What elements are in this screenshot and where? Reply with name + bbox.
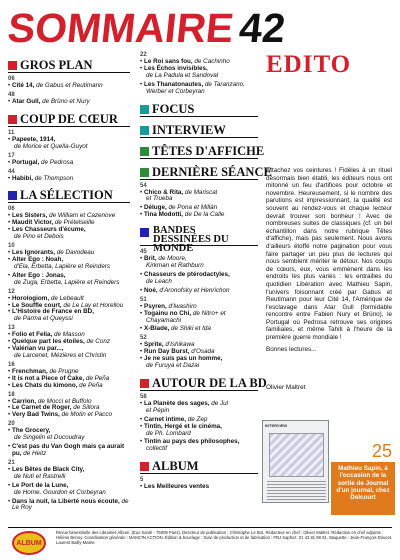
section-header bbox=[140, 101, 258, 117]
item-title: Togainu no Chi, bbox=[144, 309, 192, 317]
section-marker bbox=[140, 228, 149, 237]
toc-item bbox=[140, 272, 258, 279]
page-number: 06 bbox=[8, 76, 15, 82]
item-authors: de Cachinho bbox=[192, 58, 230, 65]
toc-item bbox=[8, 467, 130, 474]
album-logo bbox=[12, 531, 46, 555]
section-header bbox=[140, 458, 258, 474]
item-title: Chasseurs de ptérodactyles, bbox=[144, 270, 230, 278]
section-marker bbox=[140, 126, 149, 135]
toc-item bbox=[140, 82, 258, 89]
toc-entry bbox=[8, 289, 130, 324]
section-title: AUTOUR DE LA BD bbox=[152, 375, 267, 390]
item-authors-line: de Furuya et Dazai bbox=[146, 362, 200, 370]
toc-item bbox=[140, 190, 258, 197]
section-header bbox=[140, 143, 265, 159]
section-marker bbox=[8, 115, 17, 124]
item-title: Tintin au pays des philosophes, bbox=[144, 438, 240, 446]
item-title: Frenchman, bbox=[12, 367, 48, 375]
item-title: Le Port de la Lune, bbox=[12, 481, 69, 489]
toc-entry bbox=[8, 76, 130, 90]
toc-entry bbox=[140, 326, 258, 333]
section-title: DERNIÈRE SÉANCE bbox=[152, 164, 272, 179]
toc-item bbox=[140, 256, 258, 263]
item-authors-line: de Pino et Debois bbox=[14, 233, 64, 241]
item-authors: de Pona et Millán bbox=[166, 204, 218, 212]
item-title: Very Bad Twins, bbox=[12, 411, 60, 419]
section-title: BANDES DESSINÉES DU MONDE bbox=[153, 225, 229, 255]
page-number: 12 bbox=[8, 288, 15, 295]
toc-item bbox=[8, 383, 130, 390]
toc-item bbox=[8, 346, 130, 353]
item-authors: de Mariscal bbox=[183, 188, 218, 196]
page-number: 22 bbox=[140, 52, 147, 58]
item-title: Sprite, bbox=[144, 341, 164, 349]
item-title: Le Carnet de Roger, bbox=[12, 404, 72, 412]
section-header bbox=[140, 164, 272, 180]
item-authors: d'Aronofsky et Henrichon bbox=[157, 286, 230, 294]
toc-entry bbox=[140, 272, 258, 286]
item-title: Cité 14, bbox=[12, 82, 35, 89]
item-title: Je ne suis pas un homme, bbox=[144, 355, 223, 363]
toc-entry bbox=[140, 288, 258, 295]
toc-item bbox=[8, 273, 130, 280]
toc-item bbox=[140, 66, 258, 73]
item-authors: de Thompson bbox=[33, 174, 74, 182]
page-number: 45 bbox=[140, 249, 147, 256]
item-authors: de Zep bbox=[186, 415, 208, 423]
page-number: 10 bbox=[8, 243, 15, 250]
page-number: 16 bbox=[8, 361, 15, 368]
toc-entry bbox=[8, 243, 130, 271]
toc-item bbox=[140, 288, 258, 295]
item-authors-line: et Pépin bbox=[146, 406, 170, 414]
item-authors: de Peña bbox=[84, 374, 110, 382]
section-marker bbox=[140, 379, 149, 388]
toc-entry bbox=[140, 477, 258, 491]
item-authors: de Heitz bbox=[21, 450, 47, 457]
thumbnail-image bbox=[269, 433, 324, 477]
item-authors-line: Werber et Corbeyran bbox=[146, 87, 205, 95]
toc-item bbox=[140, 484, 258, 491]
section-marker bbox=[140, 462, 149, 471]
section-title: LA SÉLECTION bbox=[20, 188, 113, 203]
toc-entry bbox=[8, 273, 130, 287]
item-authors-line: d'Ela, Erbetta, Lapière et Reinders bbox=[14, 262, 111, 270]
toc-item bbox=[140, 439, 258, 446]
toc-item bbox=[8, 83, 130, 90]
page-number: 11 bbox=[8, 129, 15, 136]
item-title: Les Meilleures ventes bbox=[144, 483, 210, 491]
logo-text: ALBUM bbox=[16, 540, 42, 547]
page-number: 44 bbox=[8, 168, 15, 175]
toc-entry bbox=[140, 417, 258, 438]
item-title: Alter Ego : Noah, bbox=[12, 255, 64, 263]
toc-entry bbox=[8, 499, 130, 513]
item-authors: de William et Cazenove bbox=[47, 212, 116, 220]
item-authors-line: collectif bbox=[146, 445, 167, 453]
item-authors-line: de La Padula et Sandoval bbox=[146, 71, 219, 79]
item-title: Les Ignorants, bbox=[12, 249, 56, 257]
section-marker bbox=[140, 105, 149, 114]
item-authors-line: Kirkman et Rathburn bbox=[146, 262, 204, 270]
item-title: Papeete, 1914, bbox=[12, 135, 56, 143]
item-title: Les Bêtes de Black City, bbox=[12, 465, 85, 473]
item-authors: de Le Roy bbox=[12, 497, 129, 512]
page-number: 51 bbox=[140, 296, 147, 303]
item-authors: d'Iwashiro bbox=[166, 302, 197, 310]
toc-item bbox=[140, 424, 258, 431]
item-title: The Grocery, bbox=[12, 427, 51, 435]
section-title: TÊTES D'AFFICHE bbox=[152, 143, 265, 158]
item-title: La Planète des sages, bbox=[144, 399, 210, 407]
item-authors-line: de Nuti et Rastrelli bbox=[14, 472, 66, 480]
item-authors: de Sillora bbox=[71, 404, 100, 412]
item-authors: de Peña bbox=[77, 381, 103, 389]
item-title: Tintin, Hergé et le cinéma, bbox=[144, 422, 222, 430]
toc-entry bbox=[8, 92, 130, 106]
toc-item bbox=[8, 444, 130, 458]
item-title: Les Chats du kimono, bbox=[12, 381, 78, 389]
page-number: 58 bbox=[140, 393, 147, 400]
item-authors: de Motin et Pacco bbox=[59, 411, 112, 419]
page-number: 52 bbox=[140, 335, 147, 342]
item-title: Chico & Rita, bbox=[144, 188, 184, 196]
issue-number: 42 bbox=[237, 5, 288, 51]
page-number: 17 bbox=[8, 152, 15, 159]
item-authors: de Taranzano, bbox=[203, 80, 245, 88]
edito-paragraph: Bonnes lectures... bbox=[266, 345, 317, 353]
item-authors-line: de Home, Gourdon et Corbeyran bbox=[14, 488, 106, 496]
item-authors-line: Chayamachi bbox=[146, 316, 181, 324]
toc-item bbox=[8, 483, 130, 490]
item-authors: de Conz bbox=[84, 338, 110, 346]
page-number: 06 bbox=[8, 206, 15, 213]
item-title: Le Souffle court, bbox=[12, 301, 62, 309]
item-title: Portugal, bbox=[12, 158, 40, 166]
toc-entry bbox=[8, 460, 130, 481]
toc-entry bbox=[8, 153, 130, 167]
toc-entry bbox=[8, 421, 130, 442]
toc-item bbox=[8, 309, 130, 316]
item-authors: de Le Lay et Horellou bbox=[61, 301, 124, 309]
item-authors-line: de Singelin et Ducoudray bbox=[14, 434, 85, 442]
item-title: Valérian vu par..., bbox=[12, 345, 64, 353]
toc-item bbox=[8, 257, 130, 264]
toc-item bbox=[8, 160, 130, 167]
item-title: Carnet intime, bbox=[144, 415, 186, 423]
item-title: Atar Gull, bbox=[12, 97, 41, 105]
item-title: Habibi, bbox=[12, 174, 33, 182]
toc-item bbox=[140, 212, 258, 219]
thumbnail-text-block bbox=[267, 481, 326, 501]
edito-paragraph: Attachez vos ceintures ! Fidèles à un rituel désormais bien établi, les éditeurs nous ont mitonné un feu d'artifices pour octobre et novembre. Heureusement, si le nombre des parutions est impressionnant, la qualité est souvent au rendez-vous et chaque lecteur devrait trouver son bonheur ! Avec de nombreuses suites de classiques (cf. un bel échantillon dans notre rubrique Têtes d'affiche), mais pas seulement. Nous avons d'ailleurs étoffé notre pagination pour vous faire partager un peu plus de lectures qui nous semblent mériter le détour. Nos coups de cœurs, eux, vous emmènent dans les endroits les plus variés : les entrailles du quotidien Libération avec Mathieu Sapin, l'univers foisonnant créé par Gabus et Reutimann pour leur Cité 14, l'Amérique de l'esclavage dans Atar Gull (formidable rencontre entre Fabien Nury et Brüno), le Portugal où Pedrosa retrouve ses origines familiales, et même Tahiti à l'heure de la première guerre mondiale ! bbox=[266, 167, 392, 342]
item-authors: de De la Calle bbox=[183, 211, 225, 219]
toc-item bbox=[8, 428, 130, 435]
toc-entry bbox=[8, 325, 130, 360]
item-authors-line: de Leach bbox=[146, 277, 172, 285]
page-number: 13 bbox=[8, 325, 15, 332]
toc-item bbox=[140, 326, 258, 333]
toc-column-middle bbox=[140, 52, 272, 493]
item-authors: de Gabus et Reutimann bbox=[34, 82, 103, 89]
page-number: 18 bbox=[8, 391, 15, 398]
footer-divider bbox=[8, 527, 392, 528]
toc-item bbox=[8, 499, 130, 513]
item-title: Les Sisters, bbox=[12, 212, 48, 220]
section-title: INTERVIEW bbox=[152, 122, 226, 137]
section-title: ALBUM bbox=[152, 459, 199, 474]
page-number: 21 bbox=[8, 459, 15, 466]
item-title: Horologiom, bbox=[12, 294, 50, 302]
edito-signature: Olivier Maltret bbox=[266, 384, 306, 391]
section-marker bbox=[140, 168, 149, 177]
footer-credits: Revue bimestrielle des Librairies Album. (Eux Santé - 75009 Paris). Directeur de publication : Christophe Le Bot. Rédacteur en chef : Olivier Maltret. Rédaction en chef adjointe : Hélène Benoy. Coordination générale : MAKE'IN ACTION. Édition & bouclage : Suivi de production et de fabrication : FRJ Saphoz. 01 43 81 88 91. Maquette : Jean-François Doucet. Laurent Bailly-Maitre. bbox=[56, 530, 393, 546]
item-authors-line: de Zuga, Erbetta, Lapière et Reinders bbox=[14, 278, 120, 286]
item-authors-line: de Ph. Lombard bbox=[146, 429, 191, 437]
edito-body bbox=[266, 167, 392, 357]
item-title: Psyren, bbox=[144, 302, 167, 310]
section-marker bbox=[140, 147, 149, 156]
item-title: L'Histoire de France en BD, bbox=[12, 308, 94, 316]
page-title bbox=[6, 6, 395, 50]
toc-entry bbox=[140, 183, 258, 204]
item-title: Brit, bbox=[144, 255, 157, 263]
edito-heading: EDITO bbox=[266, 51, 352, 78]
toc-entry bbox=[8, 362, 130, 390]
item-title: Dans la nuit, la Liberté nous écoute, bbox=[12, 497, 120, 505]
item-authors-line: et Trueba bbox=[146, 195, 173, 203]
toc-item bbox=[8, 412, 130, 419]
item-title: C'est pas du Van Gogh mais ça aurait pu, bbox=[12, 443, 125, 457]
item-authors: d'Ishikawa bbox=[163, 341, 195, 349]
item-title: It is not a Piece of Cake, bbox=[12, 374, 85, 382]
item-title: Alter Ego : Jonas, bbox=[12, 271, 66, 279]
toc-item bbox=[140, 311, 258, 318]
item-authors: de Nitro+ et bbox=[191, 309, 226, 317]
page-number: 20 bbox=[8, 421, 15, 428]
item-title: Le Roi sans fou, bbox=[144, 58, 193, 65]
item-authors: d'Osada bbox=[189, 348, 215, 356]
item-authors: de Brüno et Nury bbox=[40, 97, 90, 105]
item-title: Déluge, bbox=[144, 204, 167, 212]
item-title: Maudit Victor, bbox=[12, 219, 54, 227]
item-authors: de Mocci et Buffolo bbox=[36, 397, 92, 405]
item-title: Les Chasseurs d'écume, bbox=[12, 226, 86, 234]
item-title: X-Blade, bbox=[144, 325, 170, 333]
section-title: COUP DE CŒUR bbox=[20, 111, 118, 126]
item-title: Carrion, bbox=[12, 397, 37, 405]
item-authors: de Lebeault bbox=[49, 294, 84, 302]
item-authors: de Pedrosa bbox=[39, 158, 74, 166]
toc-entry bbox=[8, 392, 130, 420]
item-title: Folio et Felia, bbox=[12, 331, 53, 339]
toc-entry bbox=[8, 130, 130, 151]
toc-entry bbox=[140, 82, 258, 96]
item-authors: de Prételseille bbox=[53, 219, 95, 227]
toc-item bbox=[140, 356, 258, 363]
page-number: 48 bbox=[8, 91, 15, 98]
title-text: SOMMAIRE bbox=[5, 5, 236, 51]
toc-item bbox=[8, 176, 130, 183]
toc-entry bbox=[140, 394, 258, 415]
interview-thumbnail bbox=[262, 420, 329, 503]
item-authors: de Moore, bbox=[156, 255, 187, 263]
section-marker bbox=[8, 191, 17, 200]
toc-entry bbox=[140, 439, 258, 453]
section-header bbox=[8, 187, 130, 203]
toc-item bbox=[8, 137, 130, 144]
toc-entry bbox=[8, 169, 130, 183]
thumbnail-label: INTERVIEW bbox=[265, 423, 288, 428]
section-marker bbox=[8, 61, 17, 70]
item-authors: de Jul bbox=[209, 399, 229, 407]
item-authors-line: de Parma et Queyssi bbox=[14, 315, 73, 323]
item-authors: de Prugne bbox=[47, 367, 79, 375]
toc-entry bbox=[140, 297, 258, 325]
feature-page-number: 25 bbox=[372, 441, 393, 461]
item-authors: de Davodeau bbox=[55, 249, 95, 257]
page-number: 5 bbox=[140, 477, 144, 484]
toc-entry bbox=[140, 205, 258, 219]
toc-entry bbox=[140, 335, 258, 370]
toc-column-left bbox=[8, 52, 130, 514]
section-header bbox=[8, 57, 130, 73]
toc-item bbox=[8, 99, 130, 106]
toc-entry bbox=[8, 483, 130, 497]
section-header bbox=[140, 375, 267, 391]
toc-entry bbox=[140, 52, 258, 80]
item-title: Noé, bbox=[144, 286, 158, 294]
toc-item bbox=[8, 227, 130, 234]
page-number: 54 bbox=[140, 182, 147, 189]
section-title: FOCUS bbox=[152, 101, 195, 116]
feature-caption: Mathieu Sapin, à l'occasion de la sortie de Journal d'un journal, chez Delcourt bbox=[331, 462, 395, 515]
toc-entry bbox=[8, 206, 130, 241]
toc-item bbox=[140, 401, 258, 408]
item-authors: de Shiki et Ida bbox=[169, 325, 211, 333]
item-authors-line: de Larcenet, Mézières et Christin bbox=[14, 351, 107, 359]
section-title: GROS PLAN bbox=[20, 58, 93, 72]
toc-entry bbox=[8, 444, 130, 458]
item-title: Quelque part les étoiles, bbox=[12, 338, 85, 346]
item-authors-line: de Morice et Quella-Guyot bbox=[14, 142, 88, 150]
item-title: Tina Modotti, bbox=[144, 211, 184, 219]
section-header bbox=[140, 122, 258, 138]
item-title: Les Échos invisibles, bbox=[144, 64, 208, 72]
item-title: Run Day Burst, bbox=[144, 348, 190, 356]
item-authors: de Masson bbox=[52, 331, 85, 339]
item-title: Les Thanatonautes, bbox=[144, 80, 204, 88]
section-header bbox=[8, 111, 130, 127]
